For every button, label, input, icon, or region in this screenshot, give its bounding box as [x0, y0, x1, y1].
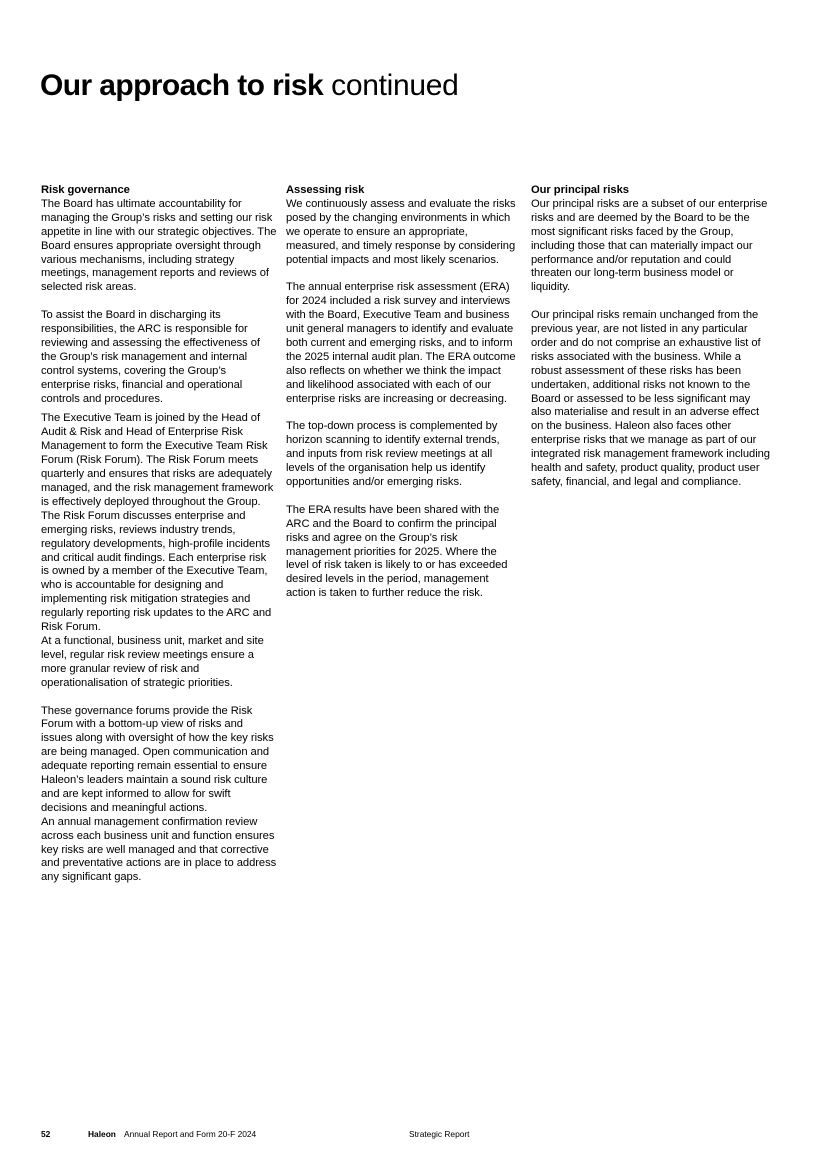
risk-governance-heading: Risk governance: [41, 184, 130, 196]
assessing-risk-column: [286, 184, 518, 601]
assessing-risk-heading: Assessing risk: [286, 184, 365, 196]
assessing-risk-paragraph-3: The top-down process is complemented by horizon scanning to identify external trends, and inputs from risk review meetings at all levels of the organisation help us identify opportunities and/or emerging risks.: [286, 420, 500, 488]
principal-risks-paragraph-2: Our principal risks remain unchanged from the previous year, are not listed in any particular order and do not comprise an exhaustive list of risks associated with the business. While a robust assessment of these risks has been undertaken, additional risks not known to the Board or assessed to be less significant may also materialise and result in an adverse effect on the business. Haleon also faces other enterprise risks that we manage as part of our integrated risk management framework including health and safety, product quality, product user safety, financial, and legal and compliance.: [531, 309, 770, 489]
risk-governance-paragraph-2: To assist the Board in discharging its responsibilities, the ARC is responsible for reviewing and assessing the effectiveness of the Group’s risk management and internal control systems, covering the Group’s enterprise risks, financial and operational controls and procedures.: [41, 309, 260, 405]
risk-governance-paragraph-3: The Executive Team is joined by the Head of Audit & Risk and Head of Enterprise Risk Management to form the Executive Team Risk Forum (Risk Forum). The Risk Forum meets quarterly and ensures that risks are adequately managed, and the risk management framework is effectively deployed throughout the Group. The Risk Forum discusses enterprise and emerging risks, reviews industry trends, regulatory developments, high-profile incidents and critical audit findings. Each enterprise risk is owned by a member of the Executive Team, who is accountable for designing and implementing risk mitigation strategies and regularly reporting risk updates to the ARC and Risk Forum.: [41, 412, 274, 634]
footer-page-number: 52: [41, 1129, 51, 1139]
page-title-continued: continued: [331, 69, 459, 102]
footer-section-name: Strategic Report: [409, 1129, 470, 1139]
principal-risks-heading: Our principal risks: [531, 184, 629, 196]
risk-governance-paragraph-4: At a functional, business unit, market and site level, regular risk review meetings ensure a more granular review of risk and operationalisation of strategic priorities.: [41, 634, 264, 689]
page-title-main: Our approach to risk: [40, 69, 324, 102]
risk-governance-paragraph-6: An annual management confirmation review across each business unit and function ensures key risks are well managed and that corrective and preventative actions are in place to address any significant gaps.: [41, 815, 277, 884]
principal-risks-paragraph-1: Our principal risks are a subset of our enterprise risks and are deemed by the Board to be the most significant risks faced by the Group, including those that can materially impact our performance and/or reputation and could threaten our long-term business model or liquidity.: [531, 197, 768, 294]
footer-brand: Haleon: [88, 1129, 116, 1139]
principal-risks-column: [531, 184, 771, 490]
footer-report-name: Annual Report and Form 20-F 2024: [124, 1129, 257, 1139]
risk-governance-paragraph-1: The Board has ultimate accountability for managing the Group’s risks and setting our risk appetite in line with our strategic objectives. The Board ensures appropriate oversight through various mechanisms, including strategy meetings, management reports and reviews of selected risk areas.: [41, 197, 277, 294]
risk-governance-paragraph-5: These governance forums provide the Risk Forum with a bottom-up view of risks and issues along with oversight of how the key risks are being managed. Open communication and adequate reporting remain essential to ensure Haleon’s leaders maintain a sound risk culture and are kept informed to allow for swift decisions and meaningful actions.: [41, 704, 274, 814]
assessing-risk-paragraph-1: We continuously assess and evaluate the risks posed by the changing environments in which we operate to ensure an appropriate, measured, and timely response by considering potential impacts and most likely scenarios.: [286, 197, 516, 266]
risk-governance-column: [41, 184, 277, 885]
assessing-risk-paragraph-2: The annual enterprise risk assessment (ERA) for 2024 included a risk survey and interviews with the Board, Executive Team and business unit general managers to identify and evaluate both current and emerging risks, and to inform the 2025 internal audit plan. The ERA outcome also reflects on whether we think the impact and likelihood associated with each of our enterprise risks are increasing or decreasing.: [286, 281, 516, 405]
assessing-risk-paragraph-4: The ERA results have been shared with the ARC and the Board to confirm the principal risks and agree on the Group’s risk management priorities for 2025. Where the level of risk taken is likely to or has exceeded desired levels in the period, management action is taken to further reduce the risk.: [286, 503, 508, 600]
page-title: [40, 66, 459, 106]
